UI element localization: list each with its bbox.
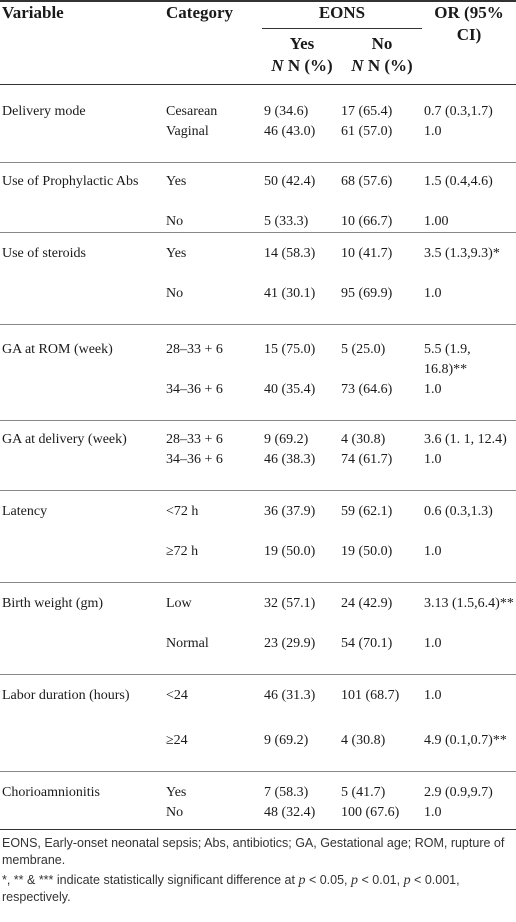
cell-eons-no: 10 (66.7) — [341, 214, 393, 229]
cell-category: <72 h — [166, 504, 199, 519]
header-eons: EONS — [318, 3, 366, 22]
cell-eons-no: 95 (69.9) — [341, 286, 393, 301]
cell-or: 1.00 — [424, 214, 449, 229]
cell-variable: Use of steroids — [2, 246, 86, 261]
cell-eons-no: 74 (61.7) — [341, 452, 393, 467]
cell-eons-yes: 9 (69.2) — [264, 432, 309, 447]
cell-or: 1.0 — [424, 382, 442, 397]
cell-or: 1.0 — [424, 124, 442, 139]
cell-eons-no: 61 (57.0) — [341, 124, 393, 139]
cell-variable: Latency — [2, 504, 48, 519]
cell-category: 34–36 + 6 — [166, 382, 223, 397]
row-group-divider — [0, 232, 516, 233]
row-group-divider — [0, 162, 516, 163]
cell-or: 1.0 — [424, 805, 442, 820]
cell-variable: GA at delivery (week) — [2, 432, 127, 447]
cell-category: 28–33 + 6 — [166, 432, 223, 447]
cell-eons-yes: 50 (42.4) — [264, 174, 316, 189]
eons-header-rule — [262, 28, 422, 29]
cell-category: Yes — [166, 174, 187, 189]
cell-or: 0.6 (0.3,1.3) — [424, 504, 493, 519]
cell-eons-yes: 19 (50.0) — [264, 544, 316, 559]
cell-variable: GA at ROM (week) — [2, 342, 113, 357]
header-no: No — [371, 34, 393, 53]
cell-eons-no: 4 (30.8) — [341, 432, 386, 447]
cell-eons-yes: 48 (32.4) — [264, 805, 316, 820]
cell-category: Yes — [166, 246, 187, 261]
cell-or: 0.7 (0.3,1.7) — [424, 104, 493, 119]
table-bottom-rule — [0, 829, 516, 830]
cell-or: 3.5 (1.3,9.3)* — [424, 246, 500, 261]
cell-eons-no: 19 (50.0) — [341, 544, 393, 559]
cell-eons-yes: 7 (58.3) — [264, 785, 309, 800]
cell-variable: Chorioamnionitis — [2, 785, 100, 800]
header-or: OR (95% CI) — [434, 3, 504, 44]
row-group-divider — [0, 771, 516, 772]
cell-eons-yes: 46 (43.0) — [264, 124, 316, 139]
cell-eons-no: 73 (64.6) — [341, 382, 393, 397]
cell-eons-no: 24 (42.9) — [341, 596, 393, 611]
header-bottom-rule — [0, 84, 516, 85]
row-group-divider — [0, 674, 516, 675]
cell-eons-yes: 15 (75.0) — [264, 342, 316, 357]
header-yes-npct: N N (%) — [271, 56, 333, 75]
cell-category: ≥24 — [166, 733, 188, 748]
cell-or: 1.0 — [424, 452, 442, 467]
cell-or: 1.0 — [424, 544, 442, 559]
cell-eons-yes: 41 (30.1) — [264, 286, 316, 301]
cell-eons-yes: 5 (33.3) — [264, 214, 309, 229]
cell-eons-no: 101 (68.7) — [341, 688, 400, 703]
cell-or: 1.0 — [424, 688, 442, 703]
cell-or: 4.9 (0.1,0.7)** — [424, 733, 507, 748]
cell-eons-yes: 9 (69.2) — [264, 733, 309, 748]
cell-or: 1.0 — [424, 636, 442, 651]
cell-eons-yes: 40 (35.4) — [264, 382, 316, 397]
cell-category: Vaginal — [166, 124, 209, 139]
cell-variable: Labor duration (hours) — [2, 688, 130, 703]
cell-or: 5.5 (1.9, 16.8)** — [424, 342, 471, 377]
cell-category: No — [166, 214, 184, 229]
cell-variable: Birth weight (gm) — [2, 596, 104, 611]
cell-category: <24 — [166, 688, 188, 703]
cell-category: Normal — [166, 636, 209, 651]
cell-category: ≥72 h — [166, 544, 199, 559]
cell-category: 34–36 + 6 — [166, 452, 223, 467]
cell-eons-yes: 14 (58.3) — [264, 246, 316, 261]
cell-category: Yes — [166, 785, 187, 800]
cell-eons-no: 10 (41.7) — [341, 246, 393, 261]
header-variable: Variable — [2, 3, 64, 22]
footnote-abbreviations: EONS, Early-onset neonatal sepsis; Abs, antibiotics; GA, Gestational age; ROM, rupture of membrane. — [2, 836, 505, 867]
cell-eons-no: 5 (41.7) — [341, 785, 386, 800]
cell-eons-yes: 36 (37.9) — [264, 504, 316, 519]
cell-category: No — [166, 805, 184, 820]
cell-category: Cesarean — [166, 104, 218, 119]
cell-eons-yes: 46 (31.3) — [264, 688, 316, 703]
footnote-significance: *, ** & *** indicate statistically significant difference at p < 0.05, p < 0.01, p < 0.001, respectively. — [2, 873, 460, 904]
cell-category: No — [166, 286, 184, 301]
cell-or: 1.0 — [424, 286, 442, 301]
cell-eons-no: 5 (25.0) — [341, 342, 386, 357]
cell-eons-yes: 46 (38.3) — [264, 452, 316, 467]
cell-eons-no: 59 (62.1) — [341, 504, 393, 519]
header-category: Category — [166, 3, 234, 22]
header-no-npct: N N (%) — [351, 56, 413, 75]
cell-category: 28–33 + 6 — [166, 342, 223, 357]
cell-variable: Use of Prophylactic Abs — [2, 174, 139, 189]
cell-variable: Delivery mode — [2, 104, 86, 119]
header-yes: Yes — [289, 34, 315, 53]
cell-eons-no: 54 (70.1) — [341, 636, 393, 651]
cell-or: 1.5 (0.4,4.6) — [424, 174, 493, 189]
cell-eons-yes: 32 (57.1) — [264, 596, 316, 611]
row-group-divider — [0, 582, 516, 583]
row-group-divider — [0, 490, 516, 491]
cell-eons-yes: 9 (34.6) — [264, 104, 309, 119]
row-group-divider — [0, 420, 516, 421]
cell-eons-yes: 23 (29.9) — [264, 636, 316, 651]
cell-or: 3.13 (1.5,6.4)** — [424, 596, 514, 611]
cell-or: 3.6 (1. 1, 12.4) — [424, 432, 507, 447]
cell-or: 2.9 (0.9,9.7) — [424, 785, 493, 800]
row-group-divider — [0, 324, 516, 325]
cell-eons-no: 100 (67.6) — [341, 805, 400, 820]
cell-eons-no: 4 (30.8) — [341, 733, 386, 748]
cell-eons-no: 17 (65.4) — [341, 104, 393, 119]
cell-category: Low — [166, 596, 192, 611]
cell-eons-no: 68 (57.6) — [341, 174, 393, 189]
